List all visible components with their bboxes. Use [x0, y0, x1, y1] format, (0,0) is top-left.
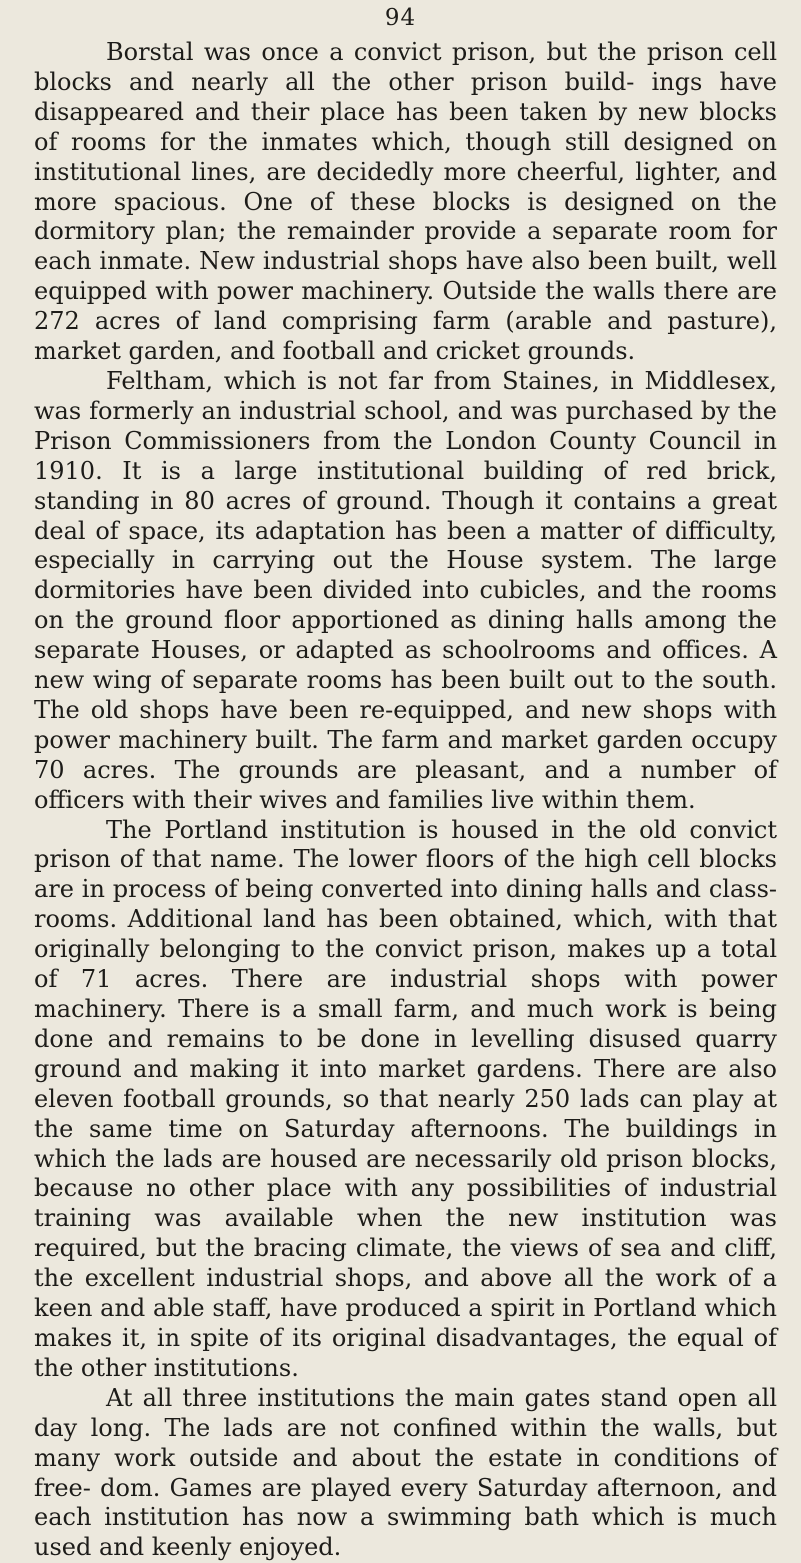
paragraph-feltham: Feltham, which is not far from Staines, in Middlesex, was formerly an industrial school, and was purchased by the Prison Commissioners from the London County Council in 1910. It is a large institutional building of red brick, standing in 80 acres of ground. Though it contains a great deal of space, its adaptation has been a matter of difficulty, especially in carrying out the House system. The large dormitories have been divided into cubicles, and the rooms on the ground floor apportioned as dining halls among the separate Houses, or adapted as schoolrooms and offices. A new wing of separate rooms has been built out to the south. The old shops have been re-equipped, and new shops with power machinery built. The farm and market garden occupy 70 acres. The grounds are pleasant, and a number of officers with their wives and families live within them. [34, 366, 777, 814]
paragraph-all-institutions: At all three institutions the main gates stand open all day long. The lads are not confined within the walls, but many work outside and about the estate in conditions of free- dom. Games are played every Saturday afternoon, and each institution has now a swimming bath which is much used and keenly enjoyed. [34, 1383, 777, 1562]
page-number: 94 [384, 5, 417, 31]
paragraph-borstal: Borstal was once a convict prison, but the prison cell blocks and nearly all the other prison build- ings have disappeared and their place has been taken by new blocks of rooms for the inmates which, though still designed on institutional lines, are decidedly more cheerful, lighter, and more spacious. One of these blocks is designed on the dormitory plan; the remainder provide a separate room for each inmate. New industrial shops have also been built, well equipped with power machinery. Outside the walls there are 272 acres of land comprising farm (arable and pasture), market garden, and football and cricket grounds. [34, 38, 777, 366]
paragraph-portland: The Portland institution is housed in the old convict prison of that name. The lower floors of the high cell blocks are in process of being converted into dining halls and class- rooms. Additional land has been obtained, which, with that originally belonging to the convict prison, makes up a total of 71 acres. There are industrial shops with power machinery. There is a small farm, and much work is being done and remains to be done in levelling disused quarry ground and making it into market gardens. There are also eleven football grounds, so that nearly 250 lads can play at the same time on Saturday afternoons. The buildings in which the lads are housed are necessarily old prison blocks, because no other place with any possibilities of industrial training was available when the new institution was required, but the bracing climate, the views of sea and cliff, the excellent industrial shops, and above all the work of a keen and able staff, have produced a spirit in Portland which makes it, in spite of its original disadvantages, the equal of the other institutions. [34, 815, 777, 1382]
body-text [34, 38, 777, 1563]
